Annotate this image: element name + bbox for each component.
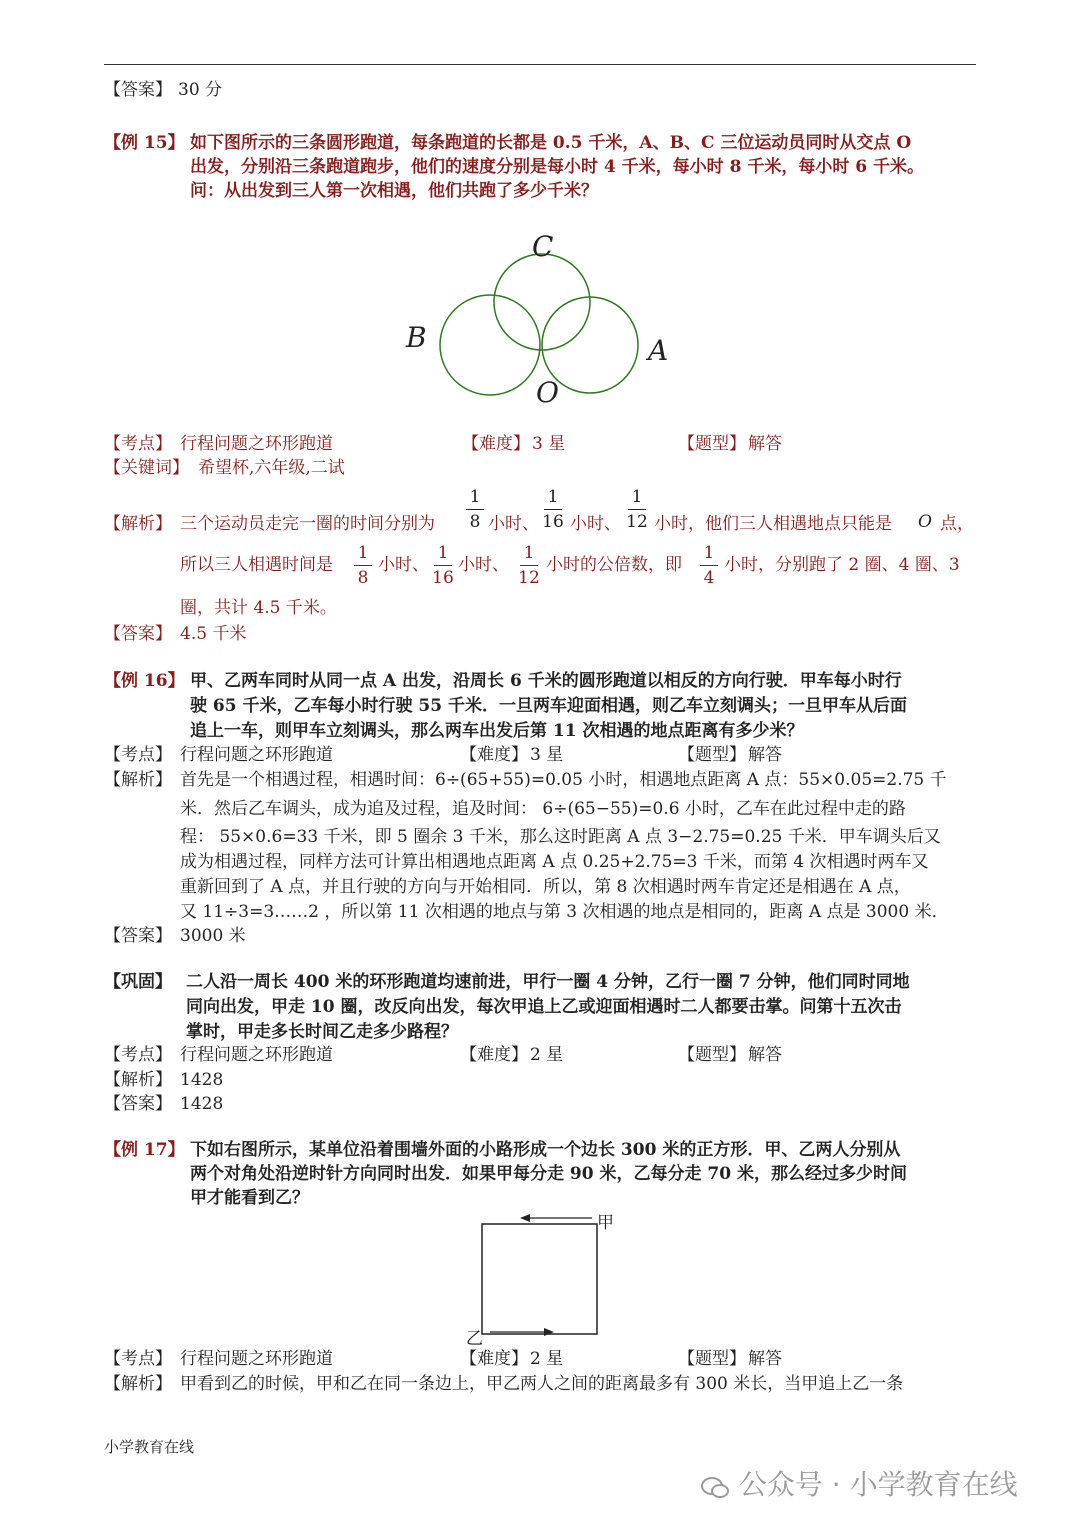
fraction-1-4 (698, 543, 720, 588)
example-17-line-3: 甲才能看到乙？ (190, 1188, 309, 1208)
label-c: C (532, 230, 554, 263)
jiexi-tag: 【解析】 (104, 1070, 172, 1090)
fraction-numerator: 1 (437, 543, 449, 563)
tixing-value: 解答 (748, 434, 782, 454)
daan-value: 3000 米 (180, 926, 246, 946)
example-16-line-2: 驶 65 千米，乙车每小时行驶 55 千米．一旦两车迎面相遇，则乙车立刻调头；一旦甲车从后面 (190, 696, 907, 716)
jiexi-15-line-3: 圈，共计 4.5 千米。 (180, 598, 337, 618)
fraction-denominator: 8 (357, 568, 369, 588)
gonggu-line-2: 同向出发，甲走 10 圈，改反向出发，每次甲追上乙或迎面相遇时二人都要击掌。问第十五次击 (186, 997, 902, 1017)
example-17-line-1: 下如右图所示，某单位沿着围墙外面的小路形成一个边长 300 米的正方形．甲、乙两人分别从 (190, 1140, 901, 1160)
watermark-text: 公众号 · 小学教育在线 (738, 1468, 1018, 1501)
footer-text: 小学教育在线 (104, 1438, 195, 1456)
daan-value: 4.5 千米 (180, 624, 247, 644)
fraction-denominator: 16 (542, 512, 564, 532)
nandu-value: 2 星 (530, 1045, 564, 1065)
three-circles-figure (390, 222, 690, 412)
nandu-value: 2 星 (530, 1349, 564, 1369)
label-a: A (648, 334, 669, 367)
fraction-1-8b (352, 543, 374, 588)
jiexi-15-line-1f: 点， (940, 514, 974, 534)
kaodian-value: 行程问题之环形跑道 (180, 745, 333, 765)
nandu-value: 3 星 (532, 434, 566, 454)
fraction-numerator: 1 (523, 543, 535, 563)
nandu-value: 3 星 (530, 745, 564, 765)
example-17-tag: 【例 17】 (104, 1140, 185, 1160)
nandu-tag: 【难度】 (460, 1045, 528, 1065)
example-15-line-3: 问：从出发到三人第一次相遇，他们共跑了多少千米？ (190, 181, 598, 201)
tixing-tag: 【题型】 (678, 745, 746, 765)
example-16-line-3: 追上一车，则甲车立刻调头，那么两车出发后第 11 次相遇的地点距离有多少米？ (190, 721, 804, 741)
jiexi-tag: 【解析】 (104, 1374, 172, 1394)
jiexi-value: 1428 (180, 1070, 224, 1090)
fraction-1-12b (518, 543, 540, 588)
tixing-tag: 【题型】 (678, 434, 746, 454)
tixing-tag: 【题型】 (678, 1045, 746, 1065)
arrow-jia-head (520, 1214, 530, 1222)
fraction-1-16b (432, 543, 454, 588)
tixing-value: 解答 (748, 1045, 782, 1065)
jiexi-tag: 【解析】 (104, 770, 172, 790)
daan-tag: 【答案】 (104, 926, 172, 946)
kaodian-tag: 【考点】 (104, 745, 172, 765)
nandu-tag: 【难度】 (462, 434, 530, 454)
circle-b (440, 295, 540, 395)
example-17-line-2: 两个对角处沿逆时针方向同时出发．如果甲每分走 90 米，乙每分走 70 米，那么经过多少时间 (190, 1164, 907, 1184)
jiexi-15-line-1b: 小时、 (488, 514, 539, 534)
tixing-value: 解答 (748, 1349, 782, 1369)
example-15-line-2: 出发，分别沿三条跑道跑步，他们的速度分别是每小时 4 千米，每小时 8 千米，每小时 6 千米。 (190, 157, 924, 177)
fraction-denominator: 12 (626, 512, 648, 532)
jiexi-17-line-1: 甲看到乙的时候，甲和乙在同一条边上，甲乙两人之间的距离最多有 300 米长，当甲追上乙一条 (180, 1374, 904, 1394)
jiexi-16-line-1: 首先是一个相遇过程，相遇时间：6÷(65+55)=0.05 小时，相遇地点距离 A 点：55×0.05=2.75 千 (180, 770, 947, 790)
jiexi-16-line-3: 程： 55×0.6=33 千米，即 5 圈余 3 千米，那么这时距离 A 点 3−2.75=0.25 千米．甲车调头后又 (180, 827, 941, 847)
nandu-tag: 【难度】 (460, 745, 528, 765)
example-16-line-1: 甲、乙两车同时从同一点 A 出发，沿周长 6 千米的圆形跑道以相反的方向行驶．甲车每小时行 (190, 671, 902, 691)
kaodian-value: 行程问题之环形跑道 (180, 1349, 333, 1369)
jiexi-16-line-6: 又 11÷3=3……2 ，所以第 11 次相遇的地点与第 3 次相遇的地点是相同的，距离 A 点是 3000 米． (180, 902, 949, 922)
guanjianci-tag: 【关键词】 (104, 458, 189, 478)
watermark (700, 1463, 1018, 1503)
answer-text: 30 分 (178, 80, 223, 100)
jiexi-15-line-2a: 所以三人相遇时间是 (180, 555, 333, 575)
fraction-denominator: 8 (469, 512, 481, 532)
top-rule (104, 64, 976, 65)
fraction-1-8 (464, 487, 486, 532)
tixing-tag: 【题型】 (678, 1349, 746, 1369)
wechat-icon (700, 1474, 730, 1498)
point-o: O (918, 512, 932, 532)
kaodian-tag: 【考点】 (104, 1349, 172, 1369)
kaodian-tag: 【考点】 (104, 1045, 172, 1065)
kaodian-tag: 【考点】 (104, 434, 172, 454)
jiexi-15-line-2b: 小时、 (378, 555, 429, 575)
circle-c (494, 254, 590, 350)
fraction-numerator: 1 (469, 487, 481, 507)
square (482, 1224, 597, 1334)
label-o: O (536, 376, 559, 409)
fraction-1-12 (626, 487, 648, 532)
label-jia: 甲 (597, 1213, 614, 1233)
fraction-numerator: 1 (357, 543, 369, 563)
fraction-numerator: 1 (703, 543, 715, 563)
nandu-tag: 【难度】 (460, 1349, 528, 1369)
example-15-tag: 【例 15】 (104, 133, 185, 153)
jiexi-16-line-2: 米．然后乙车调头，成为追及过程，追及时间： 6÷(65−55)=0.6 小时，乙车在此过程中走的路 (180, 799, 906, 819)
jiexi-15-line-1d: 小时，他们三人相遇地点只能是 (654, 514, 892, 534)
arrow-yi-head (544, 1328, 554, 1336)
kaodian-value: 行程问题之环形跑道 (180, 434, 333, 454)
jiexi-16-line-5: 重新回到了 A 点，并且行驶的方向与开始相同．所以，第 8 次相遇时两车肯定还是相遇在 A 点， (180, 877, 911, 897)
gonggu-line-3: 掌时，甲走多长时间乙走多少路程？ (186, 1022, 458, 1042)
jiexi-15-line-2d: 小时的公倍数，即 (546, 555, 682, 575)
jiexi-15-line-2c: 小时、 (458, 555, 509, 575)
fraction-denominator: 16 (432, 568, 454, 588)
jiexi-16-line-4: 成为相遇过程，同样方法可计算出相遇地点距离 A 点 0.25+2.75=3 千米，而第 4 次相遇时两车又 (180, 852, 929, 872)
jiexi-15-line-1a: 三个运动员走完一圈的时间分别为 (180, 514, 435, 534)
fraction-numerator: 1 (547, 487, 559, 507)
square-path-figure (462, 1208, 632, 1346)
gonggu-line-1: 二人沿一周长 400 米的环形跑道均速前进，甲行一圈 4 分钟，乙行一圈 7 分钟，他们同时同地 (186, 972, 910, 992)
example-15-line-1: 如下图所示的三条圆形跑道，每条跑道的长都是 0.5 千米，A、B、C 三位运动员同时从交点 O (190, 133, 912, 153)
label-yi: 乙 (466, 1329, 483, 1346)
tixing-value: 解答 (748, 745, 782, 765)
daan-tag: 【答案】 (104, 624, 172, 644)
jiexi-tag: 【解析】 (104, 514, 172, 534)
jiexi-15-line-2e: 小时，分别跑了 2 圈、4 圈、3 (724, 555, 960, 575)
gonggu-tag: 【巩固】 (104, 972, 172, 992)
daan-value: 1428 (180, 1094, 224, 1114)
example-16-tag: 【例 16】 (104, 671, 185, 691)
guanjianci-value: 希望杯,六年级,二试 (198, 458, 345, 478)
kaodian-value: 行程问题之环形跑道 (180, 1045, 333, 1065)
fraction-denominator: 4 (703, 568, 715, 588)
daan-tag: 【答案】 (104, 1094, 172, 1114)
answer-tag: 【答案】 (104, 80, 172, 100)
label-b: B (406, 321, 427, 354)
fraction-denominator: 12 (518, 568, 540, 588)
fraction-1-16 (542, 487, 564, 532)
fraction-numerator: 1 (631, 487, 643, 507)
jiexi-15-line-1c: 小时、 (570, 514, 621, 534)
